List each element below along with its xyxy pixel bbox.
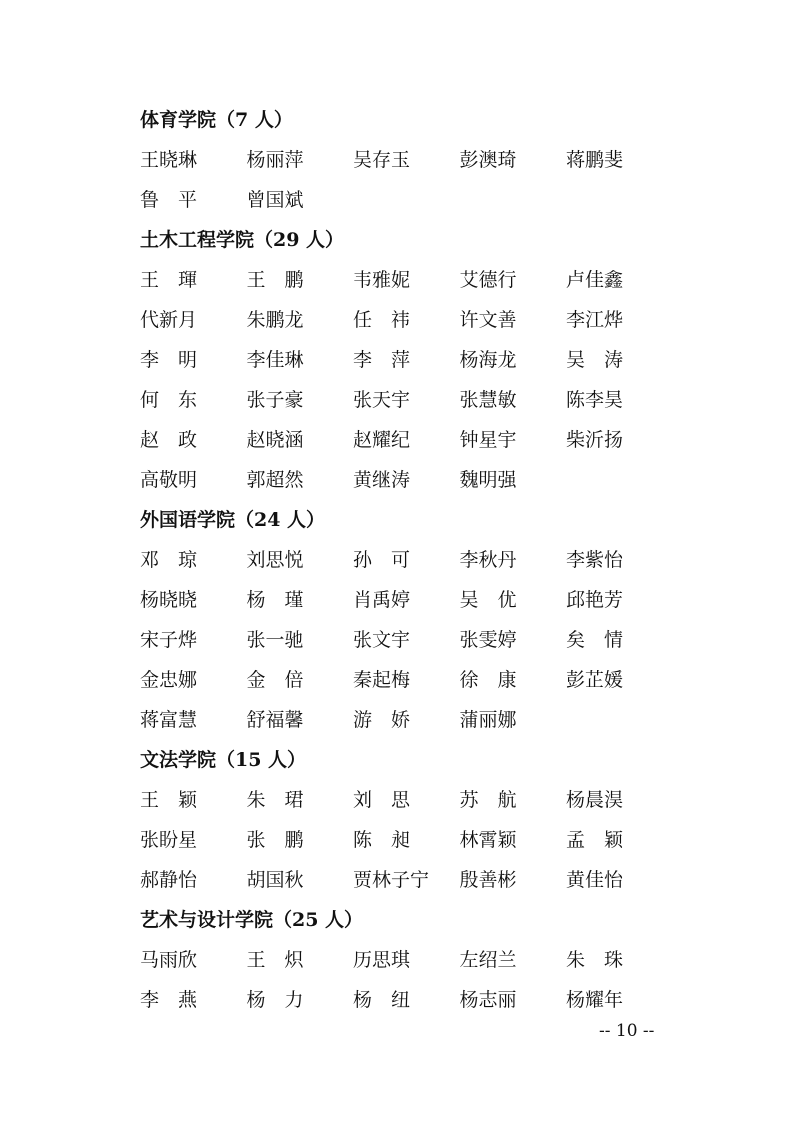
student-name: 殷善彬 [459, 869, 517, 891]
student-name: 孟 颖 [566, 829, 624, 851]
student-name: 赵耀纪 [353, 429, 411, 451]
student-name: 张雯婷 [459, 629, 517, 651]
student-name: 杨志丽 [459, 989, 517, 1011]
student-name: 韦雅妮 [353, 269, 411, 291]
student-name: 王 颖 [140, 789, 198, 811]
student-name: 宋子烨 [140, 629, 198, 651]
name-list [140, 100, 740, 1020]
student-name: 柴沂扬 [566, 429, 624, 451]
student-name: 肖禹婷 [353, 589, 411, 611]
name-row [140, 180, 740, 220]
student-name: 黄继涛 [353, 469, 411, 491]
name-row [140, 460, 740, 500]
section-heading: 艺术与设计学院（25 人） [140, 909, 364, 931]
student-name: 张子豪 [246, 389, 304, 411]
student-name: 李紫怡 [566, 549, 624, 571]
student-name: 许文善 [459, 309, 517, 331]
student-name: 王晓琳 [140, 149, 198, 171]
student-name: 左绍兰 [459, 949, 517, 971]
student-name: 杨 力 [246, 989, 304, 1011]
name-row [140, 300, 740, 340]
student-name: 朱 珺 [246, 789, 304, 811]
student-name: 杨晨淏 [566, 789, 624, 811]
student-name: 李江烨 [566, 309, 624, 331]
student-name: 张一驰 [246, 629, 304, 651]
name-row [140, 580, 740, 620]
student-name: 舒福馨 [246, 709, 304, 731]
student-name: 吴 优 [459, 589, 517, 611]
section-heading: 体育学院（7 人） [140, 109, 293, 131]
student-name: 矣 情 [566, 629, 624, 651]
name-row [140, 620, 740, 660]
student-name: 邱艳芳 [566, 589, 624, 611]
student-name: 杨海龙 [459, 349, 517, 371]
student-name: 吴存玉 [353, 149, 411, 171]
student-name: 杨 瑾 [246, 589, 304, 611]
student-name: 代新月 [140, 309, 198, 331]
student-name: 徐 康 [459, 669, 517, 691]
student-name: 李秋丹 [459, 549, 517, 571]
student-name: 艾德行 [459, 269, 517, 291]
student-name: 贾林子宁 [353, 869, 430, 891]
student-name: 王 炽 [246, 949, 304, 971]
student-name: 杨耀年 [566, 989, 624, 1011]
student-name: 彭芷媛 [566, 669, 624, 691]
student-name: 马雨欣 [140, 949, 198, 971]
student-name: 张天宇 [353, 389, 411, 411]
student-name: 林霄颖 [459, 829, 517, 851]
student-name: 朱 珠 [566, 949, 624, 971]
student-name: 刘思悦 [246, 549, 304, 571]
student-name: 杨晓晓 [140, 589, 198, 611]
student-name: 吴 涛 [566, 349, 624, 371]
name-row [140, 260, 740, 300]
student-name: 邓 琼 [140, 549, 198, 571]
student-name: 刘 思 [353, 789, 411, 811]
student-name: 蒋鹏斐 [566, 149, 624, 171]
student-name: 朱鹏龙 [246, 309, 304, 331]
name-row [140, 340, 740, 380]
student-name: 金 倍 [246, 669, 304, 691]
name-row [140, 660, 740, 700]
name-row [140, 820, 740, 860]
name-row [140, 380, 740, 420]
student-name: 魏明强 [459, 469, 517, 491]
student-name: 金忠娜 [140, 669, 198, 691]
student-name: 郝静怡 [140, 869, 198, 891]
student-name: 任 祎 [353, 309, 411, 331]
page-number: -- 10 -- [599, 1021, 655, 1041]
student-name: 曾国斌 [246, 189, 304, 211]
name-row [140, 860, 740, 900]
student-name: 赵 政 [140, 429, 198, 451]
student-name: 蒋富慧 [140, 709, 198, 731]
student-name: 彭澳琦 [459, 149, 517, 171]
student-name: 何 东 [140, 389, 198, 411]
student-name: 李 萍 [353, 349, 411, 371]
student-name: 胡国秋 [246, 869, 304, 891]
student-name: 李佳琳 [246, 349, 304, 371]
student-name: 张慧敏 [459, 389, 517, 411]
student-name: 蒲丽娜 [459, 709, 517, 731]
student-name: 游 娇 [353, 709, 411, 731]
student-name: 杨丽萍 [246, 149, 304, 171]
student-name: 高敬明 [140, 469, 198, 491]
student-name: 黄佳怡 [566, 869, 624, 891]
student-name: 郭超然 [246, 469, 304, 491]
name-row [140, 540, 740, 580]
student-name: 钟星宇 [459, 429, 517, 451]
student-name: 历思琪 [353, 949, 411, 971]
name-row [140, 980, 740, 1020]
student-name: 张盼星 [140, 829, 198, 851]
student-name: 李 明 [140, 349, 198, 371]
student-name: 杨 纽 [353, 989, 411, 1011]
name-row [140, 140, 740, 180]
student-name: 李 燕 [140, 989, 198, 1011]
student-name: 王 鹏 [246, 269, 304, 291]
student-name: 王 琿 [140, 269, 198, 291]
section-heading: 土木工程学院（29 人） [140, 229, 345, 251]
name-row [140, 940, 740, 980]
student-name: 卢佳鑫 [566, 269, 624, 291]
name-row [140, 420, 740, 460]
name-row [140, 780, 740, 820]
student-name: 苏 航 [459, 789, 517, 811]
student-name: 张文宇 [353, 629, 411, 651]
student-name: 孙 可 [353, 549, 411, 571]
student-name: 陈 昶 [353, 829, 411, 851]
student-name: 陈李昊 [566, 389, 624, 411]
student-name: 鲁 平 [140, 189, 198, 211]
student-name: 张 鹏 [246, 829, 304, 851]
student-name: 秦起梅 [353, 669, 411, 691]
section-heading: 文法学院（15 人） [140, 749, 307, 771]
name-row [140, 700, 740, 740]
student-name: 赵晓涵 [246, 429, 304, 451]
section-heading: 外国语学院（24 人） [140, 509, 326, 531]
